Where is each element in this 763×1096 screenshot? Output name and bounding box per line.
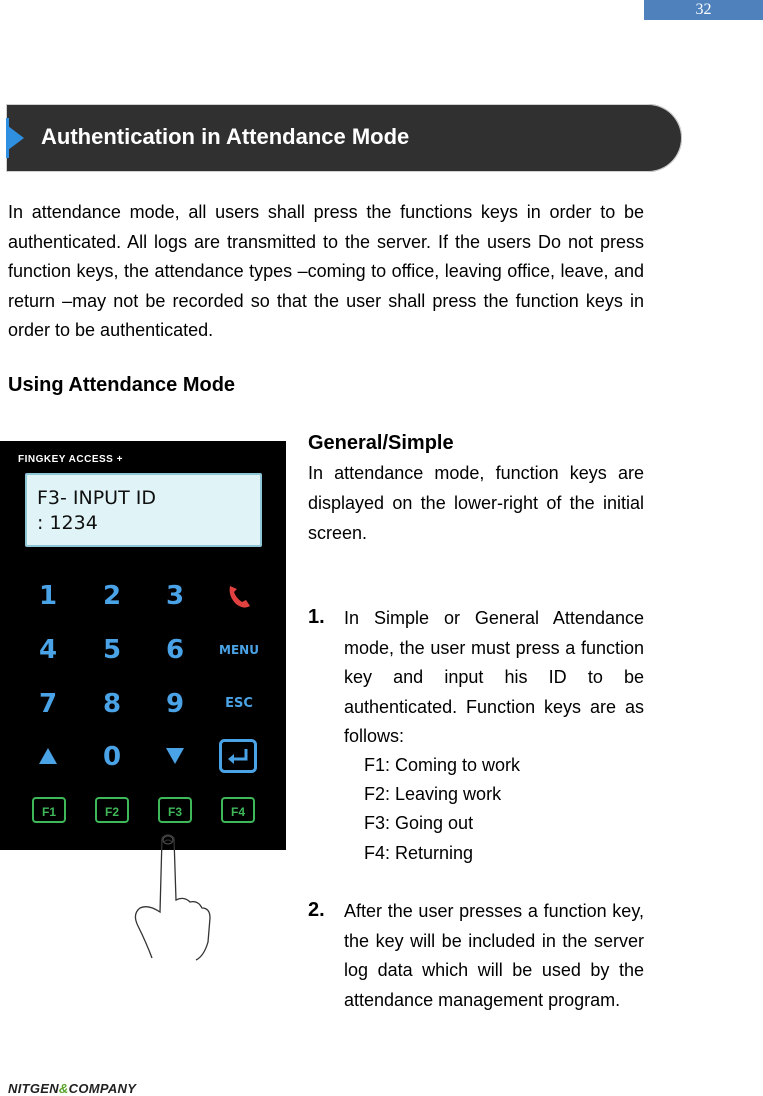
phone-icon (226, 582, 252, 610)
key-5: 5 (102, 635, 122, 665)
key-esc: ESC (225, 696, 253, 711)
subsection-heading: General/Simple (308, 432, 454, 454)
key-0: 0 (102, 742, 122, 772)
function-key-f3: F3 (158, 797, 192, 823)
key-menu: MENU (219, 643, 259, 657)
subsection-text: In attendance mode, function keys are displayed on the lower-right of the initial screen. (308, 463, 644, 543)
lcd-line-1: F3- INPUT ID (37, 487, 156, 509)
device-lcd (25, 473, 262, 547)
logo-ampersand: & (58, 1081, 69, 1096)
device-brand: FINGKEY ACCESS + (18, 454, 123, 465)
key-2: 2 (102, 581, 122, 611)
banner-title: Authentication in Attendance Mode (41, 124, 410, 149)
function-key-desc-f1: F1: Coming to work (364, 755, 521, 775)
function-key-desc-f4: F4: Returning (364, 843, 474, 863)
pointing-hand-icon (124, 830, 216, 962)
key-8: 8 (102, 689, 122, 719)
key-3: 3 (165, 581, 185, 611)
logo-text-left: NITGEN (8, 1081, 59, 1096)
key-9: 9 (165, 689, 185, 719)
function-key-f4: F4 (221, 797, 255, 823)
logo-text-right: COMPANY (68, 1081, 137, 1096)
function-key-f2: F2 (95, 797, 129, 823)
enter-icon (219, 739, 257, 773)
key-4: 4 (38, 635, 58, 665)
step-number-2: 2. (308, 899, 325, 921)
step-number-1: 1. (308, 606, 325, 628)
key-7: 7 (38, 689, 58, 719)
lcd-line-2: : 1234 (37, 512, 98, 534)
key-1: 1 (38, 581, 58, 611)
intro-paragraph: In attendance mode, all users shall press the functions keys in order to be authenticated. All logs are transmitted to the server. If the users Do not press function keys, the attendance types –coming to office, leaving office, leave, and return –may not be recorded so that the user shall press the function keys in order to be authenticated. (8, 202, 644, 340)
step-text-1: In Simple or General Attendance mode, the user must press a function key and input his ID to be authenticated. Function keys are as follows: (344, 608, 644, 746)
step-text-2: After the user presses a function key, the key will be included in the server log data which will be used by the attendance management program. (344, 901, 644, 1010)
key-6: 6 (165, 635, 185, 665)
company-logo (8, 1081, 136, 1096)
page-number: 32 (644, 0, 763, 20)
function-key-desc-f2: F2: Leaving work (364, 784, 502, 804)
function-key-desc-f3: F3: Going out (364, 813, 474, 833)
function-key-f1: F1 (32, 797, 66, 823)
up-arrow-icon (37, 746, 59, 766)
down-arrow-icon (164, 746, 186, 766)
section-heading: Using Attendance Mode (8, 374, 236, 396)
triangle-arrow-icon (6, 118, 28, 158)
